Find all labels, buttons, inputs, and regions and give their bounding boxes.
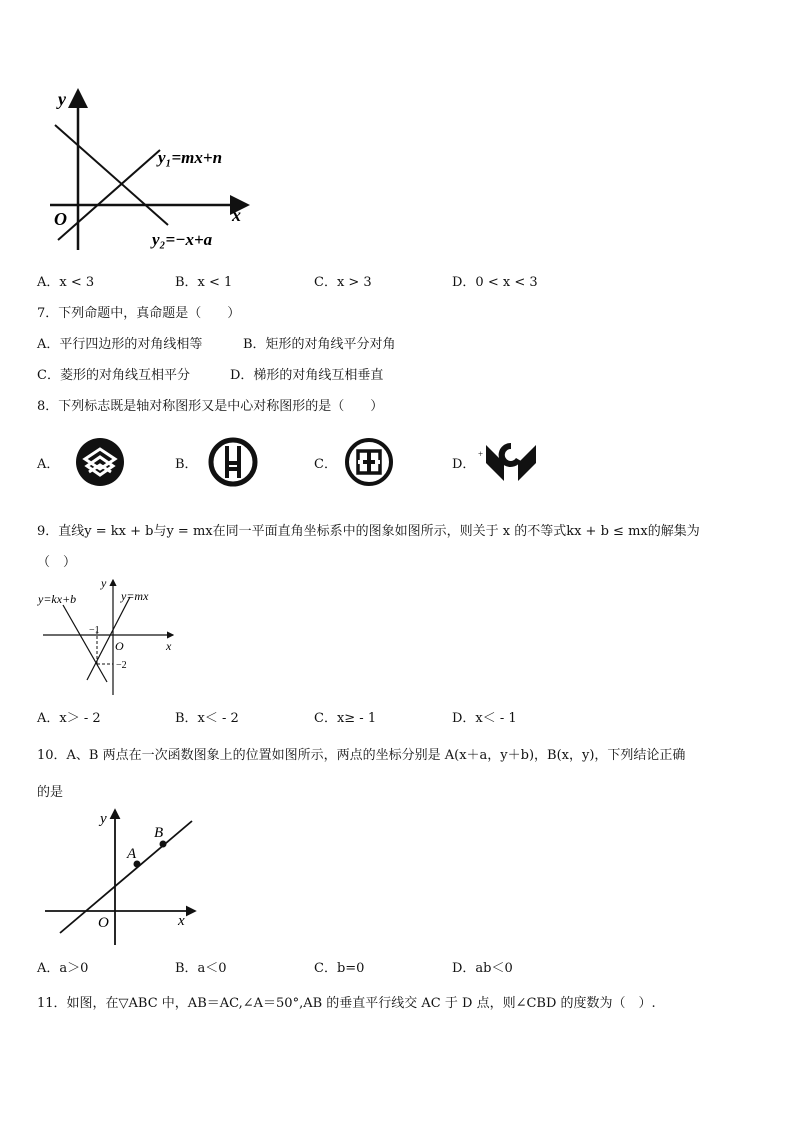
q7-stem: 7．下列命题中，真命题是（ ） — [37, 306, 241, 321]
icbc-logo-icon[interactable] — [344, 437, 394, 487]
q6-line1-label: y₁=mx+n — [158, 148, 223, 167]
q11-stem: 11．如图，在▽ABC 中，AB＝AC,∠A＝50°,AB 的垂直平行线交 AC 于 D 点，则∠CBD 的度数为（ ）. — [37, 996, 656, 1011]
q9-line1-label: y=kx+b — [38, 592, 77, 606]
q8-option-a-label[interactable]: A． — [37, 457, 60, 472]
q6-option-b[interactable]: B．x < 1 — [175, 275, 233, 290]
q6-line-y2 — [55, 125, 168, 225]
q10-y-label: y — [100, 811, 107, 827]
q9-option-d[interactable]: D．x＜ - 1 — [452, 711, 517, 726]
q9-stem: 9．直线y = kx + b与y = mx在同一平面直角坐标系中的图象如图所示，则关于 x 的不等式kx + b ≤ mx的解集为 — [37, 524, 700, 539]
q7-option-b[interactable]: B．矩形的对角线平分对角 — [243, 337, 396, 352]
q9-origin-label: O — [115, 639, 124, 653]
q6-origin-label: O — [54, 209, 67, 229]
china-mobile-logo-icon[interactable] — [75, 437, 125, 487]
svg-text:+: + — [478, 449, 484, 459]
q8-option-d-label[interactable]: D． — [452, 457, 476, 472]
q10-point-b-label: B — [154, 825, 164, 841]
q9-y-label: y — [101, 576, 107, 590]
q9-tick-y-label: −2 — [116, 660, 127, 671]
q10-option-c[interactable]: C．b=0 — [314, 961, 365, 976]
q9-x-label: x — [166, 639, 172, 653]
q6-option-a[interactable]: A．x < 3 — [37, 275, 95, 290]
q10-function-line — [60, 821, 192, 933]
q10-x-label: x — [178, 913, 185, 929]
q10-stem: 10．A、B 两点在一次函数图象上的位置如图所示，两点的坐标分别是 A(x＋a，y＋b)，B(x，y)，下列结论正确 — [37, 748, 686, 763]
q8-option-c-label[interactable]: C． — [314, 457, 337, 472]
rural-credit-logo-icon[interactable] — [478, 437, 544, 487]
q10-graph — [40, 805, 200, 950]
q8-option-b-label[interactable]: B． — [175, 457, 198, 472]
q6-y-label: y — [58, 89, 66, 109]
q9-stem-tail: （ ） — [37, 555, 77, 570]
q10-stem-tail: 的是 — [37, 785, 64, 800]
q9-option-a[interactable]: A．x＞ - 2 — [37, 711, 101, 726]
q6-graph — [40, 85, 260, 260]
q9-line2-label: y=mx — [121, 589, 149, 603]
q9-option-c[interactable]: C．x≥ - 1 — [314, 711, 377, 726]
q9-graph — [35, 575, 185, 700]
q6-line-y1 — [58, 150, 160, 240]
q6-x-label: x — [232, 205, 241, 225]
q7-option-a[interactable]: A．平行四边形的对角线相等 — [37, 337, 203, 352]
q10-point-b — [160, 841, 167, 848]
agricultural-bank-logo-icon[interactable] — [208, 437, 258, 487]
q6-option-d[interactable]: D．0 < x < 3 — [452, 275, 538, 290]
q8-stem: 8．下列标志既是轴对称图形又是中心对称图形的是（ ） — [37, 399, 384, 414]
q7-option-c[interactable]: C．菱形的对角线互相平分 — [37, 368, 190, 383]
q10-point-a-label: A — [127, 846, 137, 862]
q10-option-a[interactable]: A．a＞0 — [37, 961, 89, 976]
q7-option-d[interactable]: D．梯形的对角线互相垂直 — [230, 368, 384, 383]
q10-option-d[interactable]: D．ab＜0 — [452, 961, 513, 976]
q6-line2-label: y₂=−x+a — [152, 230, 213, 249]
q10-option-b[interactable]: B．a＜0 — [175, 961, 227, 976]
q9-option-b[interactable]: B．x＜ - 2 — [175, 711, 239, 726]
q10-origin-label: O — [98, 915, 109, 931]
q9-line-kxb — [63, 605, 107, 682]
q6-option-c[interactable]: C．x > 3 — [314, 275, 372, 290]
q9-tick-x-label: −1 — [89, 625, 100, 636]
